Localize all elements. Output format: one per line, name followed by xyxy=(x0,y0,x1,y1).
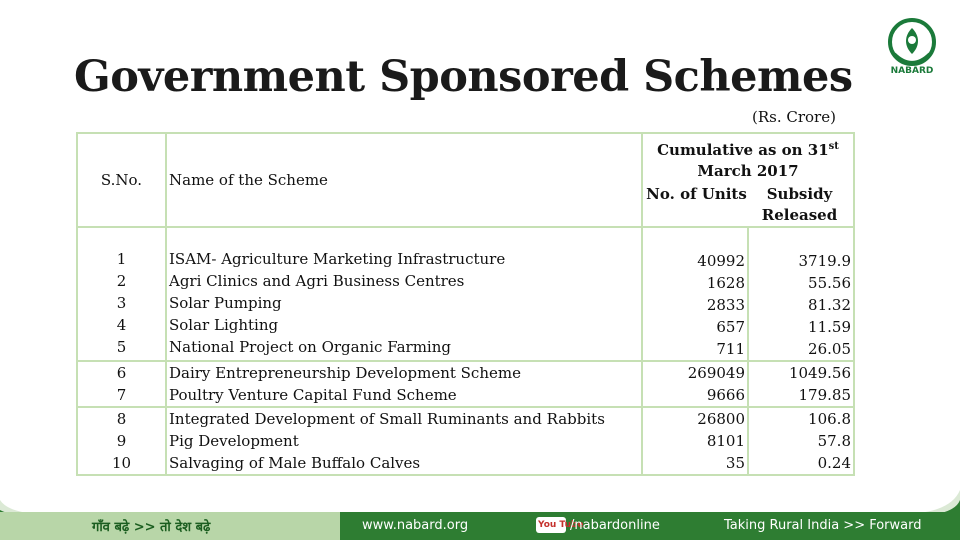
cell-subsidy: 3719.9 55.56 81.32 11.59 26.05 xyxy=(748,227,854,361)
youtube-icon-label: You Tube xyxy=(538,520,584,530)
table-row-group xyxy=(77,361,854,407)
table-row-group xyxy=(77,407,854,475)
footer-bar xyxy=(0,512,960,540)
page-title: Government Sponsored Schemes xyxy=(74,52,853,102)
cell-units: 26800 8101 35 xyxy=(642,407,748,475)
header-sno: S.No. xyxy=(77,133,166,227)
cell-units: 269049 9666 xyxy=(642,361,748,407)
schemes-table xyxy=(76,132,855,476)
footer-slogan: Taking Rural India >> Forward xyxy=(724,518,922,533)
header-scheme-name: Name of the Scheme xyxy=(166,133,642,227)
cell-scheme-name: Integrated Development of Small Ruminants and Rabbits Pig Development Salvaging of Male Buffalo Calves xyxy=(166,407,642,475)
table-header-row xyxy=(77,133,854,227)
header-units: No. of Units xyxy=(646,185,747,203)
cell-subsidy: 1049.56 179.85 xyxy=(748,361,854,407)
header-subsidy: Subsidy Released xyxy=(761,185,838,224)
unit-note: (Rs. Crore) xyxy=(752,108,836,126)
cell-sno: 8 9 10 xyxy=(77,407,166,475)
footer-website-link[interactable]: www.nabard.org xyxy=(362,518,469,533)
cell-scheme-name: Dairy Entrepreneurship Development Scheme Poultry Venture Capital Fund Scheme xyxy=(166,361,642,407)
cell-sno: 6 7 xyxy=(77,361,166,407)
table-row-group xyxy=(77,227,854,361)
footer-hindi-tagline: गाँव बढ़े >> तो देश बढ़े xyxy=(92,520,211,535)
cell-subsidy: 106.8 57.8 0.24 xyxy=(748,407,854,475)
header-cumulative-title: Cumulative as on 31st March 2017 xyxy=(657,141,839,180)
logo-text: NABARD xyxy=(890,66,934,76)
cell-sno: 1 2 3 4 5 xyxy=(77,227,166,361)
footer-channel-link[interactable]: /nabardonline xyxy=(570,518,660,533)
cell-units: 40992 1628 2833 657 711 xyxy=(642,227,748,361)
header-cumulative xyxy=(642,133,854,227)
cell-scheme-name: ISAM- Agriculture Marketing Infrastructure Agri Clinics and Agri Business Centres Solar Pumping Solar Lighting National Project on Organic Farming xyxy=(166,227,642,361)
